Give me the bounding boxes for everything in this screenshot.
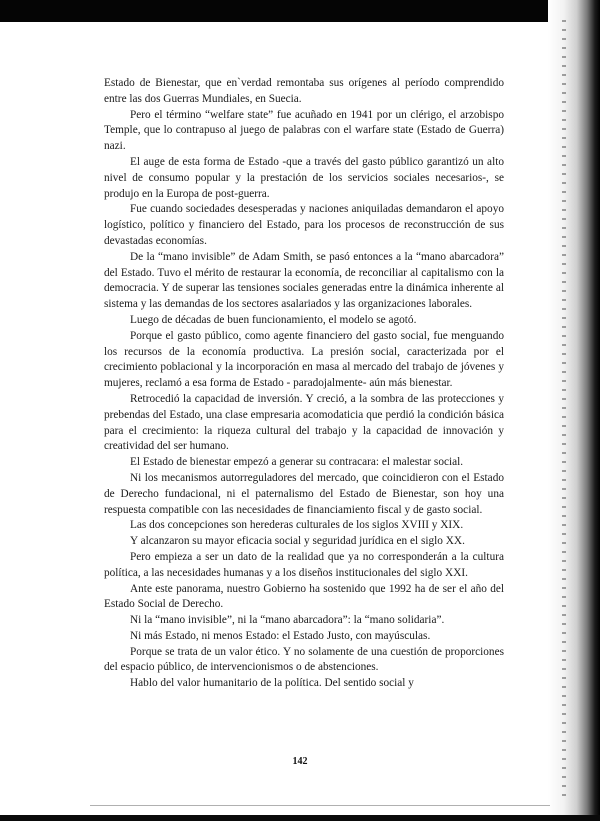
paragraph: Retrocedió la capacidad de inversión. Y creció, a la sombra de las protecciones y prebendas del Estado, una clase empresaria acomodaticia que perdió la condición básica para el crecimiento: la riqueza cultural del trabajo y la capacidad de innovación y creatividad del ser humano. [104, 392, 504, 453]
scan-bottom-rule [90, 805, 550, 806]
paragraph: Ni más Estado, ni menos Estado: el Estado Justo, con mayúsculas. [130, 629, 431, 642]
scan-right-edge [548, 0, 600, 821]
paragraph: Ante este panorama, nuestro Gobierno ha sostenido que 1992 ha de ser el año del Estado Social de Derecho. [104, 582, 504, 611]
paragraph: El auge de esta forma de Estado -que a través del gasto público garantizó un alto nivel de consumo popular y la prestación de los servicios sociales necesarios-, se produjo en la Europa de post-guerra. [104, 155, 504, 200]
paragraph: Las dos concepciones son herederas culturales de los siglos XVIII y XIX. [130, 519, 464, 532]
paragraph: El Estado de bienestar empezó a generar su contracara: el malestar social. [130, 456, 464, 469]
paragraph: Pero empieza a ser un dato de la realidad que ya no corresponderán a la cultura política, a las necesidades humanas y a los diseños institucionales del siglo XXI. [104, 550, 504, 579]
paragraph: Luego de décadas de buen funcionamiento, el modelo se agotó. [130, 313, 417, 326]
paragraph: Porque el gasto público, como agente financiero del gasto social, fue menguando los recursos de la economía productiva. La presión social, caracterizada por el crecimiento poblacional y la incorporación en masa al mercado del trabajo de jóvenes y mujeres, reclamó a esa forma de Estado - paradojalmente- aún más bienestar. [104, 329, 504, 390]
paragraph: Ni los mecanismos autorreguladores del mercado, que coincidieron con el Estado de Derecho fundacional, ni el paternalismo del Estado de Bienestar, son hoy una respuesta compatible con las necesidades de financiamiento fiscal y de gasto social. [104, 471, 504, 516]
paragraph: Estado de Bienestar, que en`verdad remontaba sus orígenes al período comprendido entre las dos Guerras Mundiales, en Suecia. [104, 77, 504, 105]
paragraph: Hablo del valor humanitario de la política. Del sentido social y [130, 677, 414, 690]
scan-top-border [0, 0, 600, 22]
paragraph: Pero el término “welfare state” fue acuñado en 1941 por un clérigo, el arzobispo Temple, que lo contrapuso al juego de palabras con el warfare state (Estado de Guerra) nazi. [104, 108, 504, 153]
paragraph: De la “mano invisible” de Adam Smith, se pasó entonces a la “mano abarcadora” del Estado. Tuvo el mérito de restaurar la economía, de reconciliar al capitalismo con la democracia. Y de superar las tensiones sociales generadas entre la dinámica inherente al sistema y las demandas de los sectores asalariados y las organizaciones laborales. [104, 250, 504, 311]
paragraph: Porque se trata de un valor ético. Y no solamente de una cuestión de proporciones del espacio público, de intervencionismos o de abstenciones. [104, 645, 504, 674]
scan-bottom-border [0, 815, 600, 821]
page-body-text [104, 76, 504, 692]
paragraph: Ni la “mano invisible”, ni la “mano abarcadora”: la “mano solidaria”. [130, 614, 445, 627]
paragraph: Fue cuando sociedades desesperadas y naciones aniquiladas demandaron el apoyo logístico, político y financiero del Estado, para los procesos de reconstrucción de sus devastadas economías. [104, 203, 504, 247]
paragraph: Y alcanzaron su mayor eficacia social y seguridad jurídica en el siglo XX. [130, 535, 465, 548]
page-number: 142 [292, 756, 308, 767]
